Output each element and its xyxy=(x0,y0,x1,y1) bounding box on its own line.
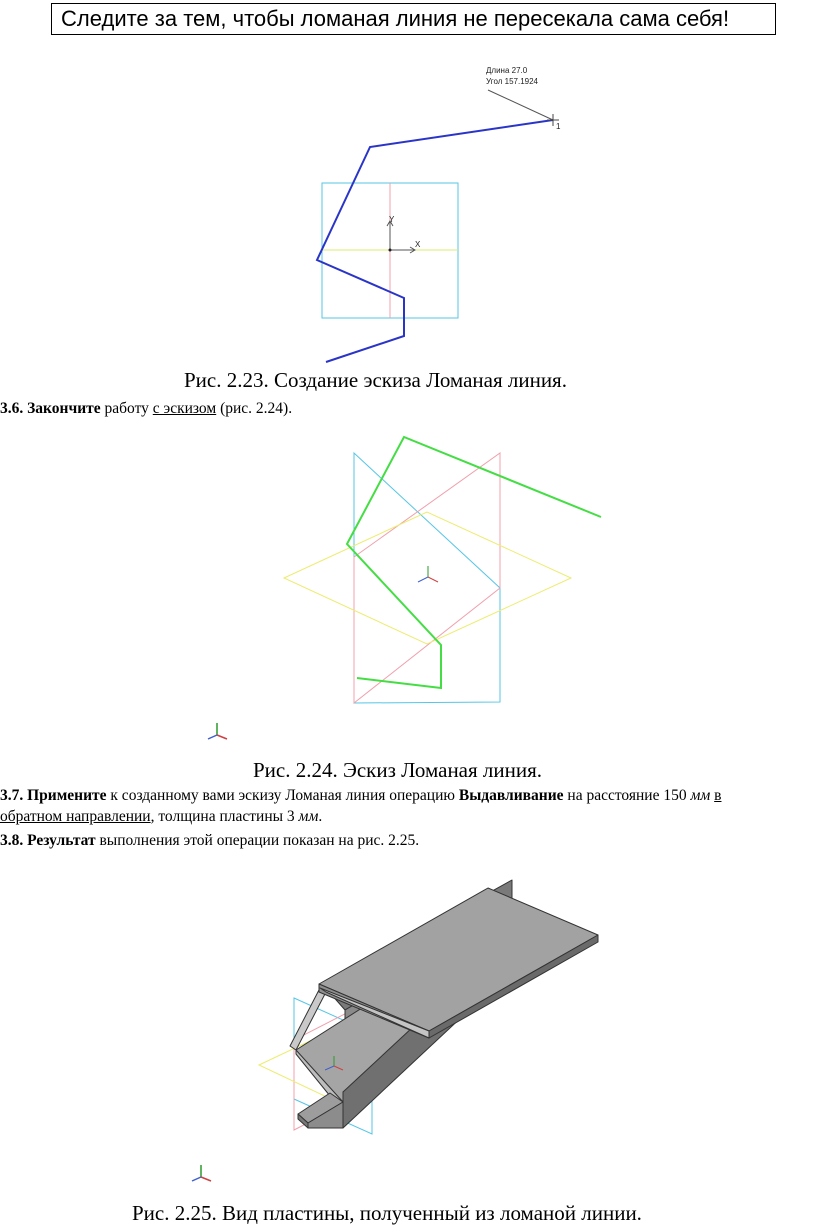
origin-axes-icon xyxy=(387,221,415,253)
step-3-6: 3.6. Закончите работу с эскизом (рис. 2.24). xyxy=(0,400,293,417)
extruded-plate xyxy=(290,880,598,1128)
axis-y-label: Y xyxy=(389,215,395,224)
leader-line xyxy=(488,90,553,120)
step-number: 3.8. xyxy=(0,832,24,849)
caption-fig-2-24: Рис. 2.24. Эскиз Ломаная линия. xyxy=(253,758,543,782)
direction-link-part1[interactable]: в xyxy=(714,787,722,804)
orientation-triad-icon xyxy=(192,1165,211,1181)
operation-name: Выдавливание xyxy=(458,787,564,804)
figure-2-25 xyxy=(0,880,816,1200)
step-verb: Примените xyxy=(27,787,107,804)
step-3-7: 3.7. Примените к созданному вами эскизу Ломаная линия операцию Выдавливание на расстояние 150 мм в xyxy=(0,787,722,804)
length-label: Длина 27.0 xyxy=(486,66,528,75)
figure-2-24 xyxy=(0,420,816,750)
step-3-7-line2: обратном направлении, толщина пластины 3 мм. xyxy=(0,808,323,825)
caption-fig-2-23: Рис. 2.23. Создание эскиза Ломаная линия. xyxy=(184,368,567,392)
sketch-polyline xyxy=(317,120,553,362)
step-verb: Закончите xyxy=(27,400,101,417)
direction-link-part2[interactable]: обратном направлении xyxy=(0,808,151,825)
caption-fig-2-25: Рис. 2.25. Вид пластины, полученный из ломаной линии. xyxy=(132,1201,642,1225)
figure-2-23 xyxy=(0,0,816,370)
step-number: 3.7. xyxy=(0,787,24,804)
warning-text: Следите за тем, чтобы ломаная линия не пересекала сама себя! xyxy=(61,6,730,31)
angle-label: Угол 157.1924 xyxy=(486,77,538,86)
orientation-triad-icon xyxy=(208,723,227,739)
plane-xy xyxy=(284,512,571,644)
point-label: 1 xyxy=(556,122,561,131)
sketch-polyline-3d xyxy=(347,437,601,688)
step-3-8: 3.8. Результат выполнения этой операции показан на рис. 2.25. xyxy=(0,832,420,849)
sketch-link[interactable]: с эскизом xyxy=(152,400,217,417)
step-number: 3.6. xyxy=(0,400,24,417)
step-verb: Результат xyxy=(27,832,96,849)
origin-triad-icon xyxy=(418,566,438,582)
axis-x-label: X xyxy=(415,240,421,249)
